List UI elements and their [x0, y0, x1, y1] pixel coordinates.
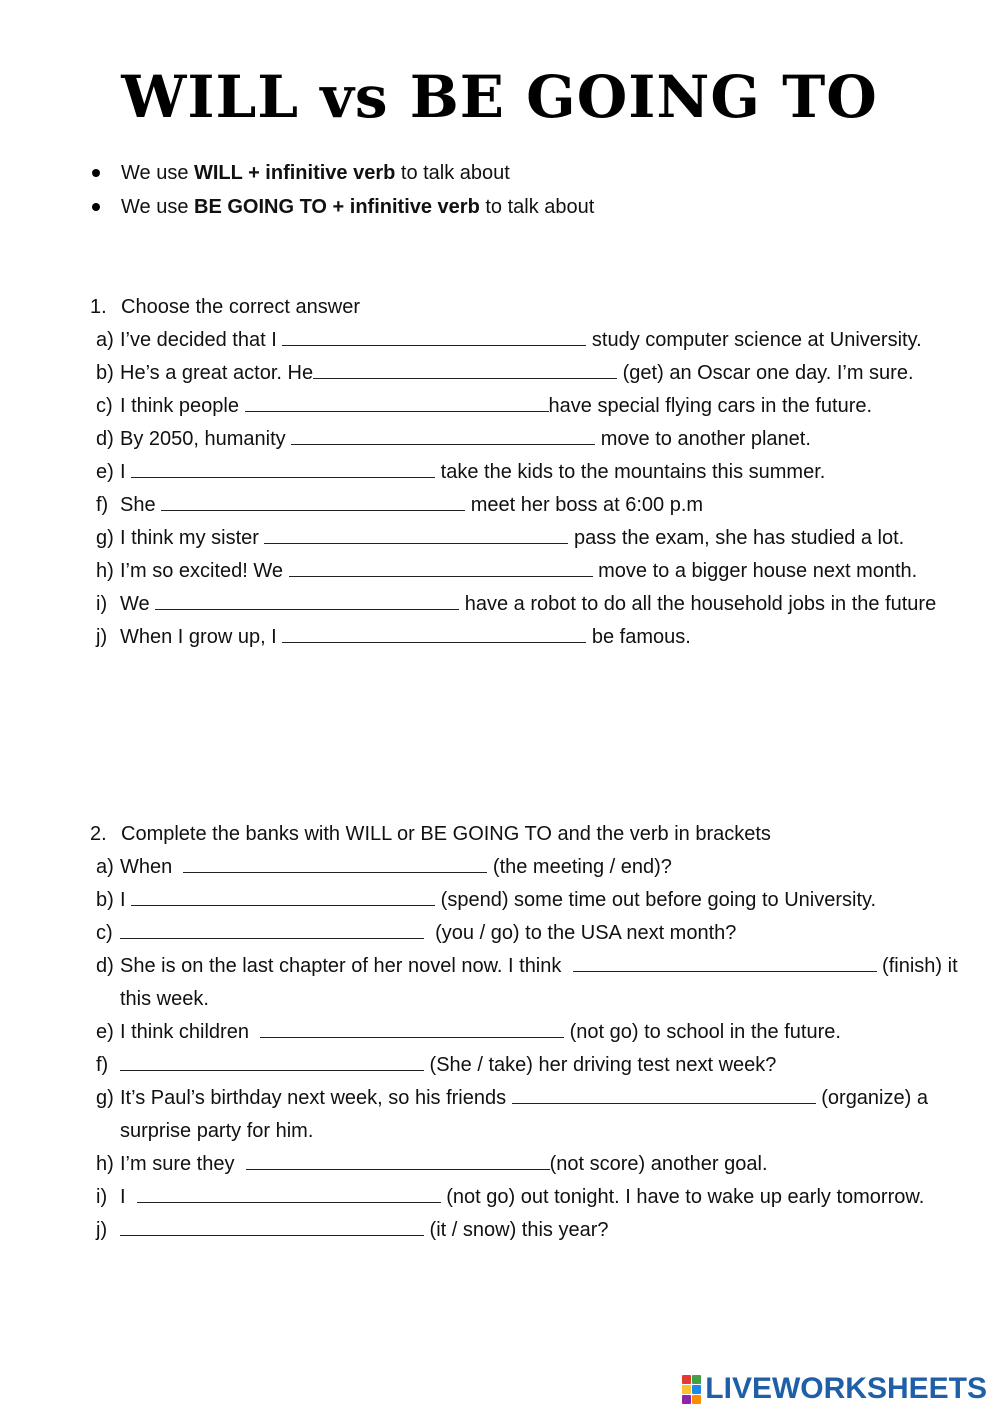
question-letter: d) — [96, 955, 114, 977]
bullet-item-going-to — [90, 191, 970, 225]
question-letter: c) — [96, 395, 113, 417]
answer-blank[interactable] — [573, 951, 877, 972]
question-text-before: We — [120, 593, 156, 615]
question-text-after: (She / take) her driving test next week? — [424, 1054, 777, 1076]
question-text-before: I’ve decided that I — [120, 329, 283, 351]
answer-blank[interactable] — [137, 1182, 441, 1203]
question-text-after: have a robot to do all the household jobs in the future — [459, 593, 937, 615]
exercise-number: 1. — [90, 296, 107, 318]
question-letter: c) — [96, 922, 113, 944]
question-item — [90, 1148, 970, 1181]
question-text-after: (organize) a surprise party for him. — [120, 1087, 934, 1142]
logo-cube — [682, 1375, 691, 1384]
bullet-item-will — [90, 157, 970, 191]
question-text-after: (get) an Oscar one day. I’m sure. — [617, 362, 914, 384]
question-letter: j) — [96, 626, 108, 648]
question-text-after: (spend) some time out before going to University. — [435, 889, 877, 911]
answer-blank[interactable] — [245, 391, 549, 412]
question-item — [90, 522, 970, 555]
question-item — [90, 851, 970, 884]
question-text-after: move to a bigger house next month. — [592, 560, 918, 582]
answer-blank[interactable] — [291, 424, 595, 445]
question-text-after: (not go) to school in the future. — [564, 1021, 841, 1043]
question-text-after: pass the exam, she has studied a lot. — [568, 527, 905, 549]
question-text-before: He’s a great actor. He — [120, 362, 314, 384]
question-letter: h) — [96, 1153, 114, 1175]
logo-cube — [682, 1385, 691, 1394]
question-item — [90, 423, 970, 456]
answer-blank[interactable] — [131, 457, 435, 478]
intro-bullet-list — [90, 157, 970, 225]
answer-blank[interactable] — [282, 325, 586, 346]
question-item — [90, 1082, 970, 1148]
exercise-2-heading — [90, 818, 970, 851]
question-text-after: (not go) out tonight. I have to wake up early tomorrow. — [440, 1186, 925, 1208]
exercise-heading-text: Complete the banks with WILL or BE GOING TO and the verb in brackets — [121, 823, 771, 845]
exercise-1 — [90, 291, 970, 654]
bullet-text-bold: WILL + infinitive verb — [194, 162, 396, 184]
answer-blank[interactable] — [246, 1149, 550, 1170]
question-letter: b) — [96, 889, 114, 911]
question-item — [90, 357, 970, 390]
worksheet-title: WILL vs BE GOING TO — [121, 63, 878, 131]
question-text-after: move to another planet. — [595, 428, 811, 450]
answer-blank[interactable] — [260, 1017, 564, 1038]
question-item — [90, 1016, 970, 1049]
question-text-before: She is on the last chapter of her novel now. I think — [120, 955, 573, 977]
question-text-before: When I grow up, I — [120, 626, 283, 648]
question-item — [90, 1049, 970, 1082]
exercise-number: 2. — [90, 823, 107, 845]
question-item — [90, 390, 970, 423]
question-text-before: I’m sure they — [120, 1153, 246, 1175]
bullet-text-bold: BE GOING TO + infinitive verb — [194, 196, 480, 218]
question-text-after: (you / go) to the USA next month? — [424, 922, 737, 944]
question-letter: a) — [96, 856, 114, 878]
question-text-after: (it / snow) this year? — [424, 1219, 609, 1241]
exercise-1-heading — [90, 291, 970, 324]
logo-cube — [682, 1395, 691, 1404]
logo-text: LIVEWORKSHEETS — [705, 1372, 987, 1405]
answer-blank[interactable] — [313, 358, 617, 379]
question-text-before: I — [120, 1186, 137, 1208]
question-text-after: meet her boss at 6:00 p.m — [465, 494, 704, 516]
question-text-before: It’s Paul’s birthday next week, so his friends — [120, 1087, 512, 1109]
answer-blank[interactable] — [289, 556, 593, 577]
question-item — [90, 621, 970, 654]
question-text-after: have special flying cars in the future. — [548, 395, 873, 417]
answer-blank[interactable] — [282, 622, 586, 643]
question-item — [90, 884, 970, 917]
bullet-text-post: to talk about — [395, 162, 510, 184]
question-item — [90, 917, 970, 950]
question-text-after: (finish) it this week. — [120, 955, 964, 1010]
question-text-before: She — [120, 494, 162, 516]
logo-cube — [692, 1395, 701, 1404]
question-text-before: I think people — [120, 395, 245, 417]
exercise-heading-text: Choose the correct answer — [121, 296, 361, 318]
question-letter: i) — [96, 1186, 108, 1208]
bullet-text-pre: We use — [121, 162, 194, 184]
question-letter: h) — [96, 560, 114, 582]
bullet-dot-icon — [92, 169, 100, 177]
question-letter: d) — [96, 428, 114, 450]
question-letter: a) — [96, 329, 114, 351]
question-item — [90, 1214, 970, 1247]
question-letter: e) — [96, 1021, 114, 1043]
answer-blank[interactable] — [120, 1215, 424, 1236]
question-item — [90, 324, 970, 357]
question-text-after: (the meeting / end)? — [487, 856, 672, 878]
question-text-after: be famous. — [586, 626, 691, 648]
question-letter: g) — [96, 527, 114, 549]
question-item — [90, 456, 970, 489]
logo-cube — [692, 1375, 701, 1384]
question-text-before: I think my sister — [120, 527, 265, 549]
question-text-after: take the kids to the mountains this summer. — [435, 461, 826, 483]
answer-blank[interactable] — [161, 490, 465, 511]
question-text-before: I — [120, 889, 132, 911]
question-text-before: I think children — [120, 1021, 261, 1043]
answer-blank[interactable] — [131, 885, 435, 906]
liveworksheets-logo — [682, 1372, 987, 1406]
answer-blank[interactable] — [155, 589, 459, 610]
question-letter: b) — [96, 362, 114, 384]
question-text-before: I’m so excited! We — [120, 560, 289, 582]
exercise-2-items — [90, 851, 970, 1247]
answer-blank[interactable] — [120, 1050, 424, 1071]
answer-blank[interactable] — [183, 852, 487, 873]
question-letter: f) — [96, 1054, 109, 1076]
bullet-text-pre: We use — [121, 196, 194, 218]
question-text-after: (not score) another goal. — [549, 1153, 768, 1175]
question-text-before: I — [120, 461, 132, 483]
question-letter: f) — [96, 494, 109, 516]
question-letter: i) — [96, 593, 108, 615]
bullet-text-post: to talk about — [479, 196, 595, 218]
question-text-after: study computer science at University. — [586, 329, 922, 351]
question-letter: e) — [96, 461, 114, 483]
answer-blank[interactable] — [512, 1083, 816, 1104]
logo-cube — [692, 1385, 701, 1394]
exercise-1-items — [90, 324, 970, 654]
question-letter: g) — [96, 1087, 114, 1109]
bullet-dot-icon — [92, 203, 100, 211]
logo-cubes-icon — [682, 1375, 701, 1404]
exercise-2 — [90, 818, 970, 1247]
question-item — [90, 1181, 970, 1214]
question-item — [90, 588, 970, 621]
question-item — [90, 950, 970, 1016]
answer-blank[interactable] — [264, 523, 568, 544]
question-letter: j) — [96, 1219, 108, 1241]
question-text-before: When — [120, 856, 184, 878]
question-item — [90, 555, 970, 588]
answer-blank[interactable] — [120, 918, 424, 939]
question-item — [90, 489, 970, 522]
question-text-before: By 2050, humanity — [120, 428, 292, 450]
